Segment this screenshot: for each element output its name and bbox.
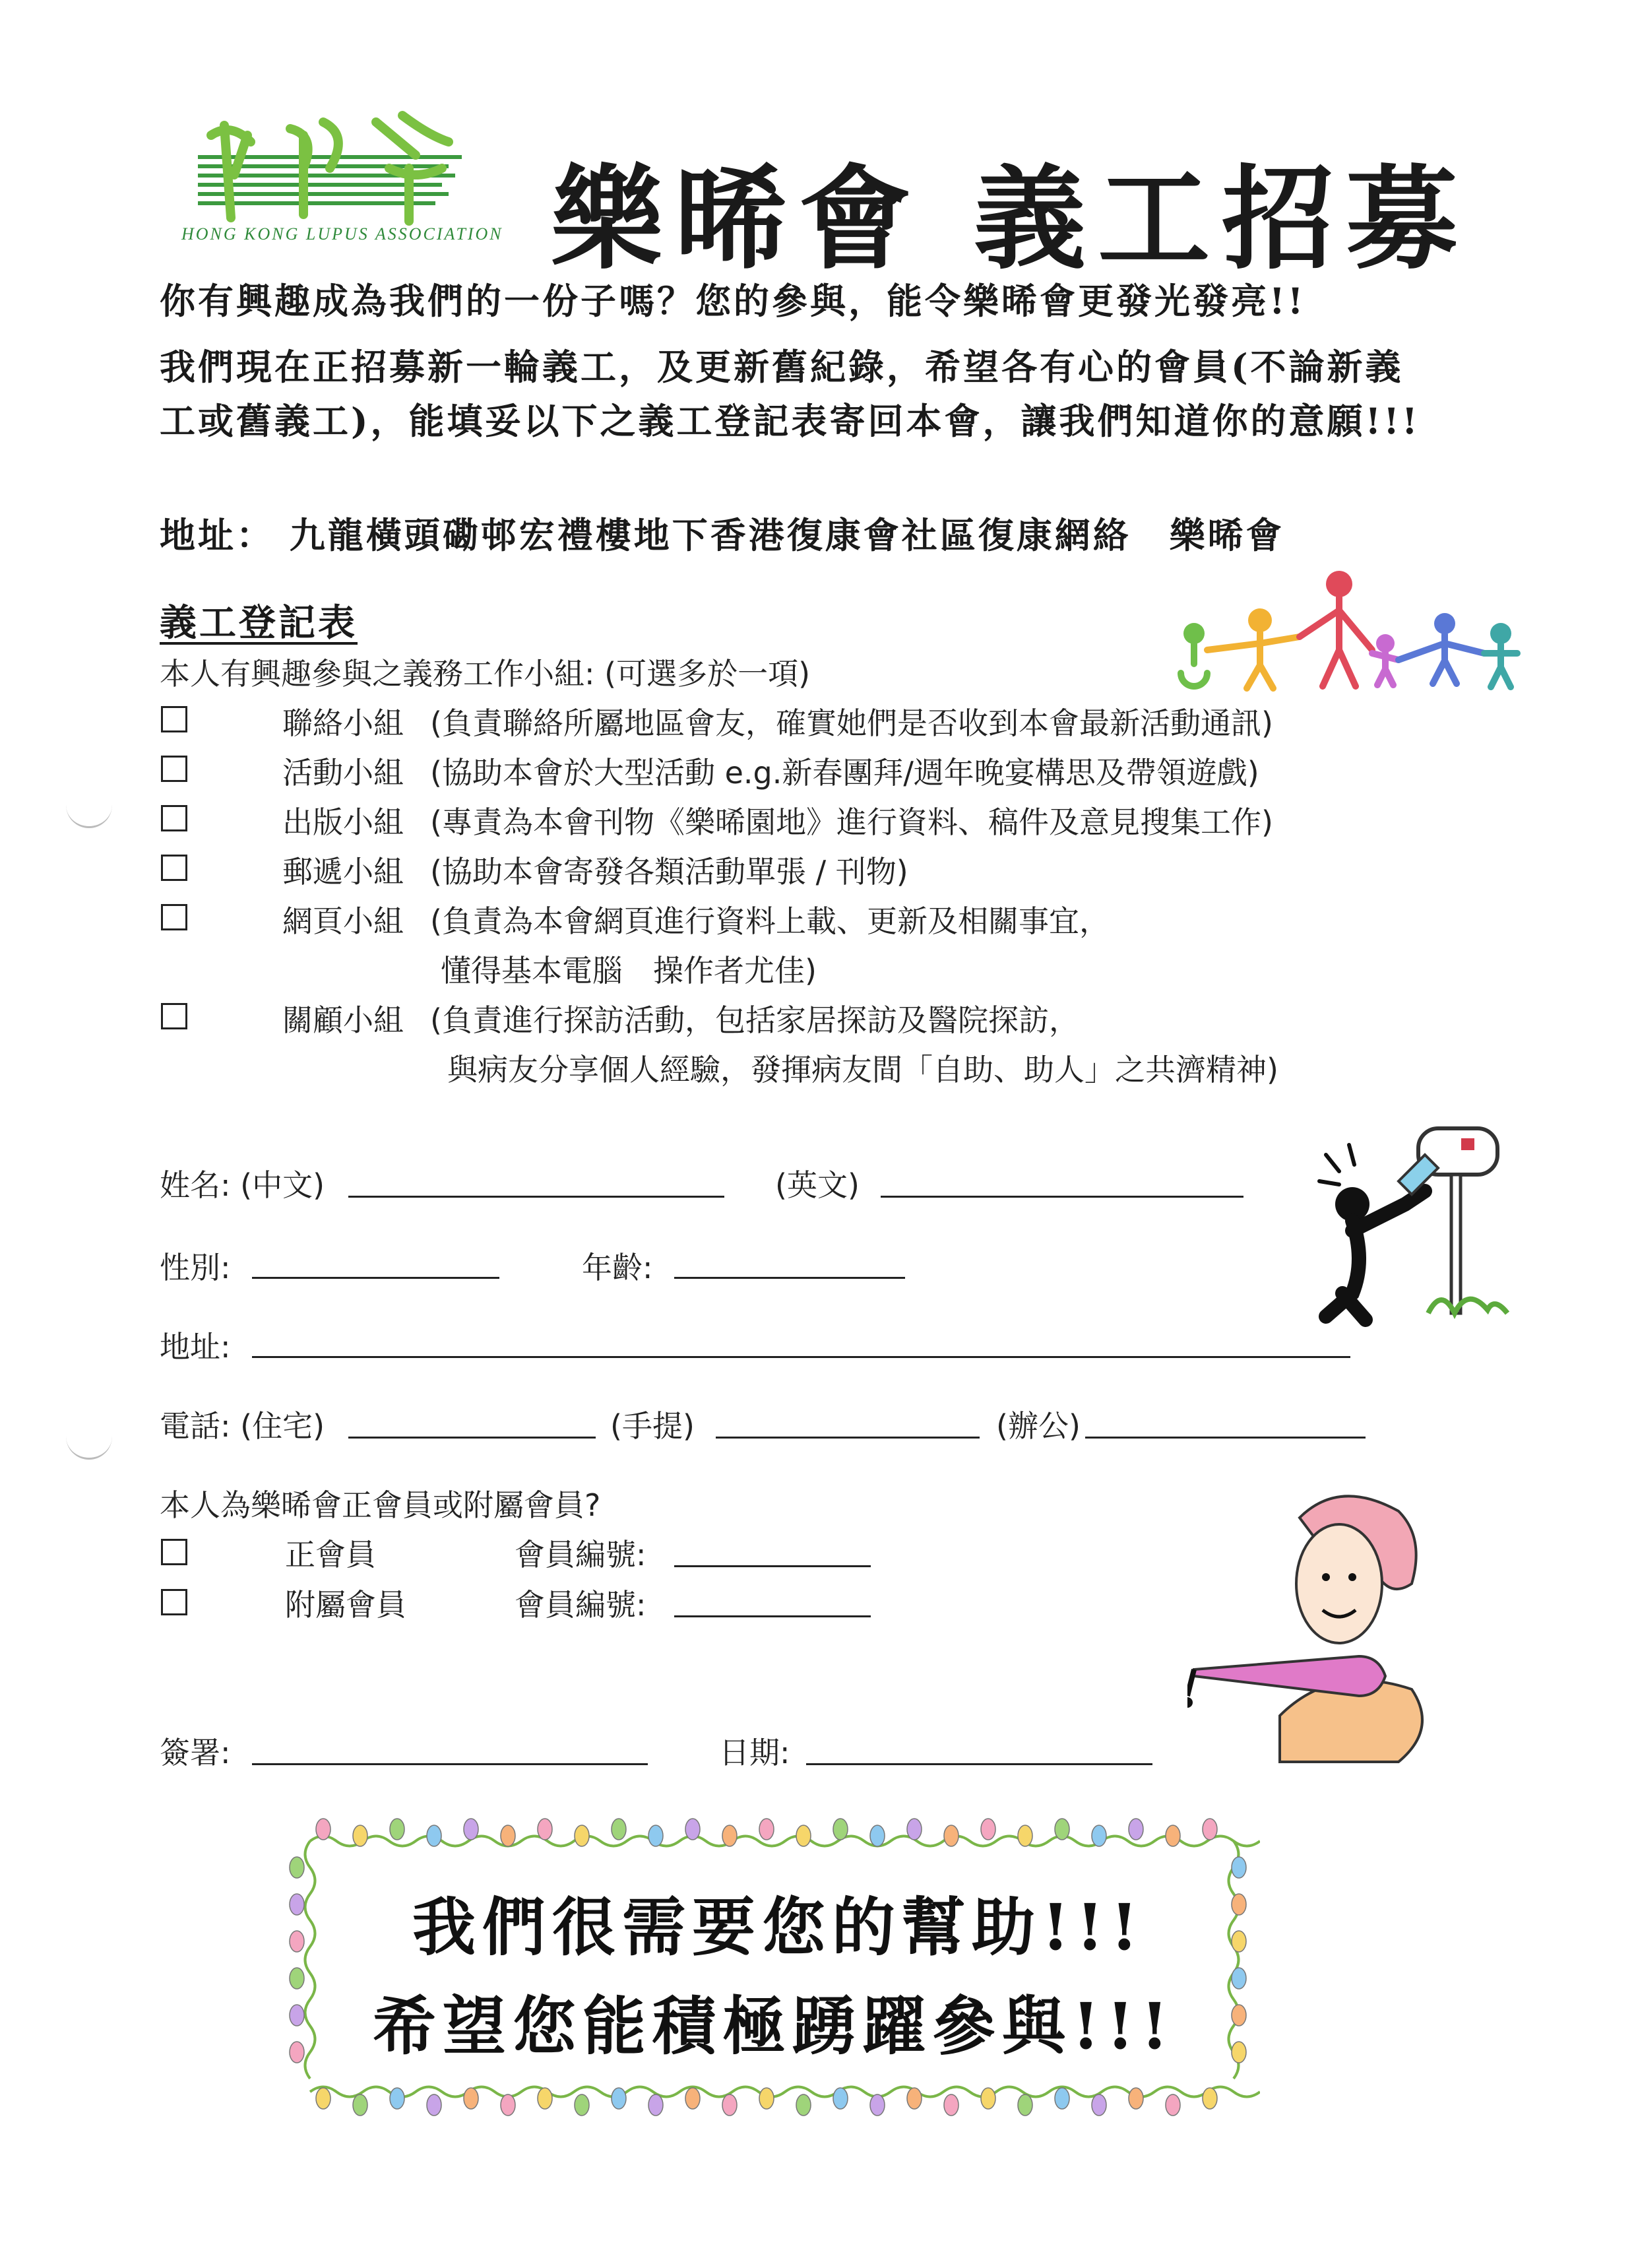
group-desc-webpage-2: 懂得基本電腦 操作者尤佳) (441, 953, 817, 988)
group-name-liaison: 聯絡小組 (282, 705, 404, 741)
label-date: 日期: (719, 1735, 790, 1770)
light-bulb-decoration (796, 1825, 811, 1846)
logo-english-name: HONG KONG LUPUS ASSOCIATION (181, 224, 503, 243)
label-age: 年齡: (582, 1250, 653, 1285)
light-bulb-decoration (575, 2094, 589, 2116)
member-type-associate: 附屬會員 (285, 1587, 406, 1623)
member-number-label-associate: 會員編號: (515, 1587, 646, 1623)
light-bulb-decoration (1203, 1819, 1217, 1840)
light-bulb-decoration (290, 2042, 304, 2063)
light-bulb-decoration (1092, 2094, 1106, 2116)
label-phone-mobile: (手提) (610, 1408, 695, 1444)
punch-hole (66, 1435, 112, 1460)
label-address: 地址: (160, 1329, 231, 1365)
light-bulb-decoration (575, 1825, 589, 1846)
membership-prompt: 本人為樂晞會正會員或附屬會員? (160, 1487, 601, 1523)
checkbox-full-member[interactable] (161, 1539, 187, 1565)
input-member-number-full[interactable] (674, 1565, 871, 1567)
light-bulb-decoration (290, 1894, 304, 1915)
group-name-mailing: 郵遞小組 (282, 854, 404, 890)
group-desc-care: (負責進行探訪活動，包括家居探訪及醫院探訪， (430, 1002, 1079, 1038)
people-holding-hands-illustration (1168, 567, 1537, 693)
light-bulb-decoration (685, 2088, 700, 2109)
light-bulb-decoration (648, 1825, 663, 1846)
input-phone-mobile[interactable] (716, 1437, 980, 1439)
light-bulb-decoration (290, 1857, 304, 1878)
light-bulb-decoration (427, 2094, 441, 2116)
input-name-chinese[interactable] (348, 1196, 724, 1198)
light-bulb-decoration (944, 2094, 959, 2116)
light-bulb-decoration (353, 2094, 367, 2116)
light-bulb-decoration (1232, 1857, 1246, 1878)
light-bulb-decoration (464, 1819, 478, 1840)
light-bulb-decoration (944, 1825, 959, 1846)
form-title: 義工登記表 (160, 601, 358, 645)
light-bulb-decoration (290, 1931, 304, 1952)
input-phone-home[interactable] (348, 1437, 596, 1439)
input-gender[interactable] (252, 1277, 499, 1279)
light-bulb-decoration (1166, 1825, 1180, 1846)
banner-line-2: 希望您能積極踴躍參與!!! (373, 1989, 1176, 2063)
group-desc-webpage: (負責為本會網頁進行資料上載、更新及相關事宜， (430, 903, 1110, 939)
group-desc-publication: (專責為本會刊物《樂晞園地》進行資料、稿件及意見搜集工作) (430, 804, 1273, 840)
light-bulb-decoration (1232, 1931, 1246, 1952)
light-bulb-decoration (870, 2094, 885, 2116)
page-title: 樂晞會 義工招募 (551, 153, 1470, 285)
light-bulb-decoration (353, 1825, 367, 1846)
intro-paragraph: 我們現在正招募新一輪義工，及更新舊紀錄，希望各有心的會員(不論新義工或舊義工)，能填妥以下之義工登記表寄回本會，讓我們知道你的意願!!! (160, 346, 1420, 442)
light-bulb-decoration (833, 1819, 848, 1840)
light-bulb-decoration (722, 1825, 737, 1846)
member-number-label-full: 會員編號: (515, 1537, 646, 1572)
light-bulb-decoration (612, 2088, 626, 2109)
member-type-full: 正會員 (285, 1537, 376, 1572)
light-bulb-decoration (648, 2094, 663, 2116)
input-age[interactable] (674, 1277, 905, 1279)
light-bulb-decoration (316, 1819, 330, 1840)
group-desc-liaison: (負責聯絡所屬地區會友，確實她們是否收到本會最新活動通訊) (430, 705, 1273, 741)
label-name-english: (英文) (775, 1167, 860, 1203)
group-name-publication: 出版小組 (282, 804, 404, 840)
light-bulb-decoration (796, 2094, 811, 2116)
light-bulb-decoration (538, 2088, 552, 2109)
light-bulb-decoration (1129, 1819, 1143, 1840)
light-bulb-decoration (464, 2088, 478, 2109)
light-bulb-decoration (1232, 2042, 1246, 2063)
light-bulb-decoration (290, 1968, 304, 1989)
light-bulb-decoration (870, 1825, 885, 1846)
checkbox-mailing-group[interactable] (161, 855, 187, 881)
banner-line-1: 我們很需要您的幫助!!! (412, 1890, 1145, 1964)
light-bulb-decoration (1018, 1825, 1032, 1846)
light-bulb-decoration (722, 2094, 737, 2116)
light-bulb-decoration (1018, 2094, 1032, 2116)
light-bulb-decoration (981, 2088, 995, 2109)
light-bulb-decoration (759, 2088, 774, 2109)
input-signature[interactable] (252, 1763, 648, 1765)
light-bulb-decoration (1166, 2094, 1180, 2116)
group-desc-mailing: (協助本會寄發各類活動單張 / 刊物) (430, 854, 908, 890)
input-member-number-associate[interactable] (674, 1615, 871, 1617)
checkbox-liaison-group[interactable] (161, 706, 187, 732)
input-date[interactable] (806, 1763, 1152, 1765)
group-name-activity: 活動小組 (282, 755, 404, 791)
group-name-webpage: 網頁小組 (282, 903, 404, 939)
label-phone-home: 電話: (住宅) (160, 1408, 325, 1444)
light-bulb-decoration (1232, 2005, 1246, 2026)
groups-prompt: 本人有興趣參與之義務工作小組: (可選多於一項) (160, 656, 811, 692)
checkbox-associate-member[interactable] (161, 1589, 187, 1615)
light-bulb-decoration (538, 1819, 552, 1840)
light-bulb-decoration (907, 2088, 922, 2109)
call-to-action-banner (284, 1815, 1260, 2118)
light-bulb-decoration (907, 1819, 922, 1840)
group-desc-care-2: 與病友分享個人經驗，發揮病友間「自助、助人」之共濟精神) (447, 1052, 1278, 1087)
checkbox-activity-group[interactable] (161, 756, 187, 782)
light-bulb-decoration (501, 2094, 515, 2116)
light-bulb-decoration (501, 1825, 515, 1846)
light-bulb-decoration (1055, 2088, 1069, 2109)
woman-with-pen-illustration (1187, 1478, 1491, 1782)
light-bulb-decoration (390, 2088, 404, 2109)
punch-hole (66, 804, 112, 828)
label-name-chinese: 姓名: (中文) (160, 1167, 325, 1203)
group-desc-activity: (協助本會於大型活動 e.g.新春團拜/週年晚宴構思及帶領遊戲) (430, 755, 1259, 791)
label-signature: 簽署: (160, 1735, 231, 1770)
association-logo (185, 109, 475, 241)
light-bulb-decoration (612, 1819, 626, 1840)
label-gender: 性別: (160, 1250, 231, 1285)
light-bulb-decoration (685, 1819, 700, 1840)
group-name-care: 關顧小組 (282, 1002, 404, 1038)
light-bulb-decoration (390, 1819, 404, 1840)
light-bulb-decoration (1055, 1819, 1069, 1840)
label-phone-office: (辦公) (996, 1408, 1081, 1444)
light-bulb-decoration (981, 1819, 995, 1840)
light-bulb-decoration (833, 2088, 848, 2109)
checkbox-care-group[interactable] (161, 1003, 187, 1029)
light-bulb-decoration (290, 2005, 304, 2026)
mailbox-illustration (1313, 1115, 1524, 1333)
input-name-english[interactable] (881, 1196, 1243, 1198)
input-address[interactable] (252, 1356, 1350, 1358)
light-bulb-decoration (1203, 2088, 1217, 2109)
light-bulb-decoration (1092, 1825, 1106, 1846)
checkbox-publication-group[interactable] (161, 805, 187, 831)
light-bulb-decoration (759, 1819, 774, 1840)
intro-line-1: 你有興趣成為我們的一份子嗎？您的參與，能令樂晞會更發光發亮!! (160, 280, 1306, 322)
light-bulb-decoration (1129, 2088, 1143, 2109)
input-phone-office[interactable] (1085, 1437, 1366, 1439)
light-bulb-decoration (1232, 1968, 1246, 1989)
light-bulb-decoration (1232, 1894, 1246, 1915)
light-bulb-decoration (316, 2088, 330, 2109)
light-bulb-decoration (427, 1825, 441, 1846)
checkbox-webpage-group[interactable] (161, 904, 187, 930)
address-line: 地址： 九龍橫頭磡邨宏禮樓地下香港復康會社區復康網絡 樂晞會 (160, 514, 1284, 556)
